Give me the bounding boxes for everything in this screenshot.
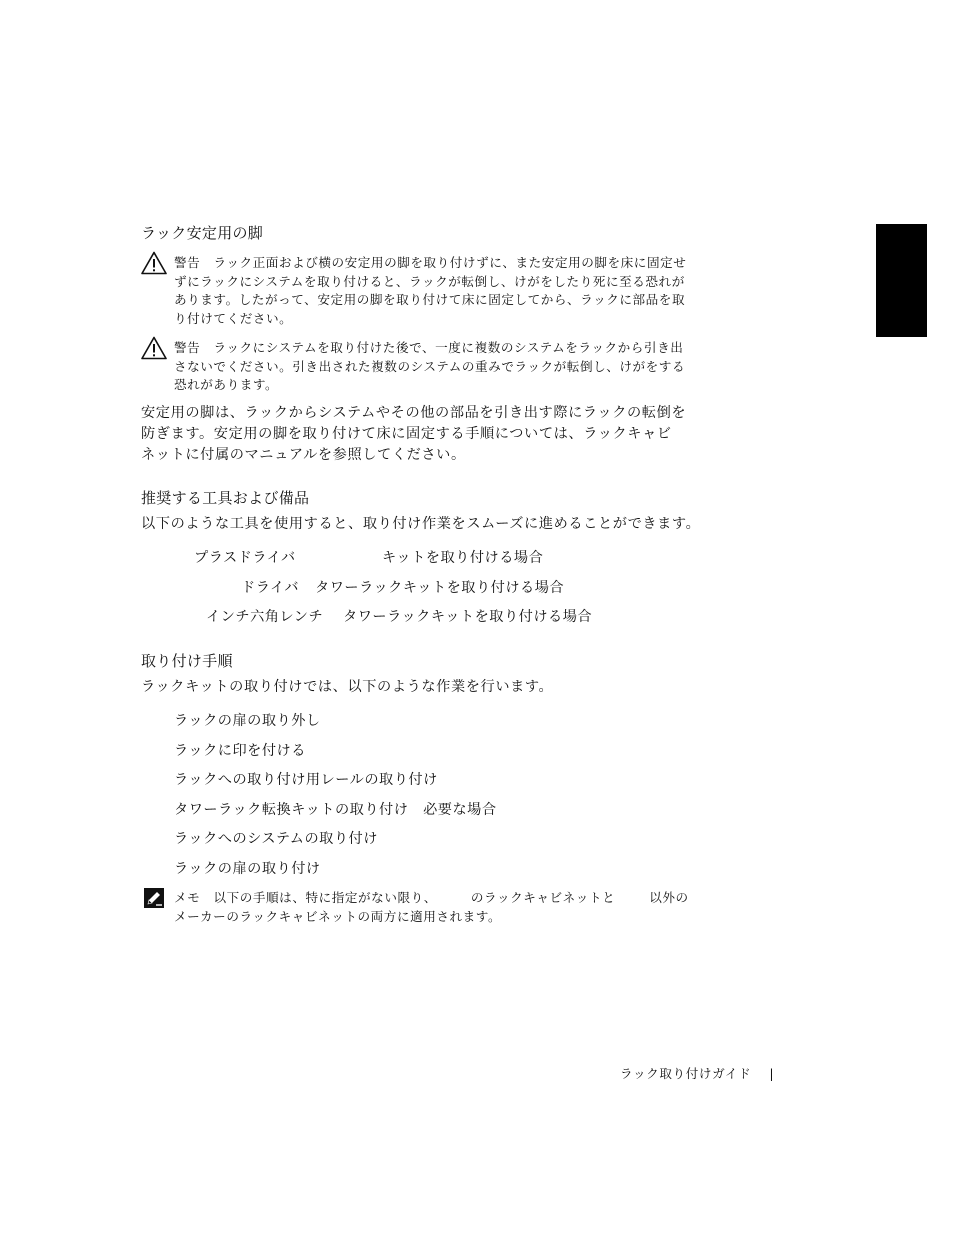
- procedure-step: ラックに印を付ける: [174, 743, 306, 759]
- memo-label: メモ: [174, 890, 201, 905]
- procedure-step: ラックへのシステムの取り付け: [174, 831, 378, 847]
- section-title-tools: 推奨する工具および備品: [141, 489, 310, 507]
- memo-line: メモ 以下の手順は、特に指定がない限り、 のラックキャビネットと 以外の: [174, 890, 689, 905]
- warning-line: 警告 ラックにシステムを取り付けた後で、一度に複数のシステムをラックから引き出: [174, 340, 684, 355]
- warning-line: 恐れがあります。: [174, 377, 279, 392]
- page-footer: [620, 1063, 774, 1082]
- tool-item: [206, 606, 323, 626]
- tool-use: キットを取り付ける場合: [382, 550, 544, 566]
- tool-name: プラスドライバ: [194, 550, 296, 566]
- footer-title: ラック取り付けガイド: [620, 1066, 752, 1081]
- stabilizer-description: 安定用の脚は、ラックからシステムやその他の部品を引き出す際にラックの転倒を 防ぎます。安定用の脚を取り付けて床に固定する手順については、ラックキャビ ネットに付属のマニュアルを参照してください。: [141, 405, 687, 463]
- tool-item: [194, 547, 296, 567]
- procedure-step: ラックの扉の取り外し: [174, 713, 321, 729]
- tool-use: タワーラックキットを取り付ける場合: [315, 580, 565, 596]
- section-title-procedure: 取り付け手順: [141, 652, 233, 670]
- warning-label: 警告: [174, 255, 201, 270]
- tool-name: インチ六角レンチ: [206, 609, 324, 625]
- warning-triangle-icon: [141, 336, 167, 360]
- procedure-step: ラックの扉の取り付け: [174, 861, 321, 877]
- footer-separator: |: [769, 1066, 775, 1081]
- pencil-note-icon: [143, 887, 165, 909]
- warning-line: り付けてください。: [174, 310, 293, 326]
- warning-label: 警告: [174, 340, 201, 355]
- warning-line: 警告 ラック正面および横の安定用の脚を取り付けずに、また安定用の脚を床に固定せ: [174, 255, 687, 270]
- procedure-step: ラックへの取り付け用レールの取り付け: [174, 772, 438, 788]
- warning-line: ずにラックにシステムを取り付けると、ラックが転倒し、けがをしたり死に至る恐れが: [174, 273, 685, 289]
- tool-use: タワーラックキットを取り付ける場合: [343, 609, 593, 625]
- tools-intro: 以下のような工具を使用すると、取り付け作業をスムーズに進めることができます。: [141, 516, 701, 532]
- section-tab-marker: [876, 224, 927, 337]
- section-title-stabilizer: ラック安定用の脚: [141, 224, 264, 242]
- tool-name: ドライバ: [241, 580, 300, 596]
- warning-triangle-icon: [141, 251, 167, 275]
- procedure-step: タワーラック転換キットの取り付け 必要な場合: [174, 802, 497, 818]
- procedure-intro: ラックキットの取り付けでは、以下のような作業を行います。: [141, 679, 554, 695]
- memo-line: メーカーのラックキャビネットの両方に適用されます。: [174, 908, 502, 924]
- tool-item: [241, 577, 299, 597]
- warning-line: あります。したがって、安定用の脚を取り付けて床に固定してから、ラックに部品を取: [174, 292, 686, 307]
- warning-line: さないでください。引き出された複数のシステムの重みでラックが転倒し、けがをする: [174, 358, 686, 374]
